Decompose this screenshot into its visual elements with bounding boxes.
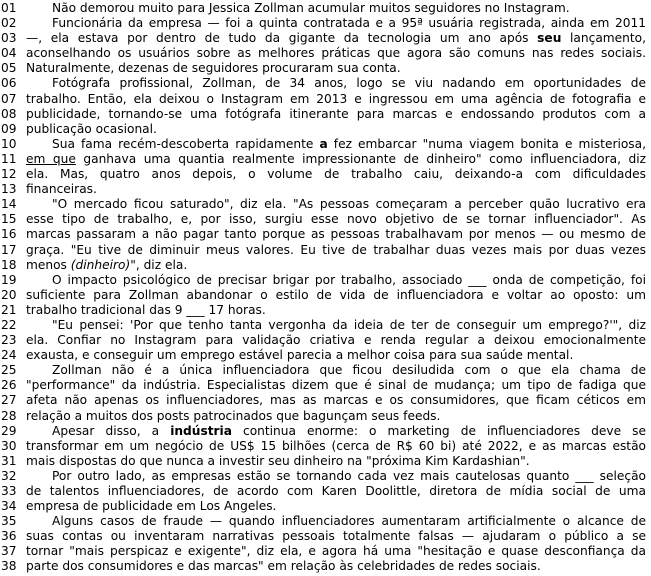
- text-line: [0, 318, 651, 333]
- line-number: 12: [1, 167, 17, 182]
- text-line: [0, 288, 651, 303]
- line-text: [26, 61, 646, 76]
- line-number: 26: [1, 378, 17, 393]
- text-segment: indústria: [170, 423, 232, 438]
- line-text: [26, 439, 646, 454]
- text-line: [0, 348, 651, 363]
- line-text: [26, 318, 646, 333]
- text-line: [0, 424, 651, 439]
- line-text: [26, 76, 646, 91]
- line-number: 38: [1, 559, 17, 574]
- text-line: [0, 31, 651, 46]
- line-text: [26, 333, 646, 348]
- line-number: 25: [1, 363, 17, 378]
- text-segment: relação a muitos dos posts patrocinados que bagunçam seus feeds.: [26, 408, 441, 423]
- text-segment: Fotógrafa profissional, Zollman, de 34 anos, logo se viu nadando em oportunidades de: [52, 76, 646, 91]
- text-segment: exausta, e conseguir um emprego estável parecia a melhor coisa para sua saúde mental.: [26, 348, 574, 363]
- text-line: [0, 469, 651, 484]
- line-text: [26, 378, 646, 393]
- line-text: [26, 469, 646, 484]
- text-line: [0, 363, 651, 378]
- text-segment: (dinheiro): [70, 257, 131, 272]
- text-segment: financeiras.: [26, 182, 97, 197]
- text-segment: tornar "mais perspicaz e exigente", diz ela, e agora há uma "hesitação e quase desconfiança da: [26, 544, 646, 559]
- line-number: 01: [1, 1, 17, 15]
- line-number: 32: [1, 468, 17, 483]
- line-number: 07: [1, 91, 17, 106]
- line-number: 17: [1, 242, 17, 257]
- line-number: 16: [1, 227, 17, 242]
- line-number: 11: [1, 151, 17, 166]
- text-segment: marcas passaram a não pagar tanto porque as pessoas trabalhavam por menos — ou mesmo de: [26, 227, 646, 242]
- text-segment: O impacto psicológico de precisar brigar por trabalho, associado ___ onda de competição, foi: [52, 272, 646, 287]
- text-segment: publicidade, tornando-se uma fotógrafa itinerante para marcas e endossando produtos com a: [26, 106, 646, 121]
- text-line: [0, 92, 651, 107]
- line-text: [26, 152, 646, 167]
- text-segment: "Eu pensei: 'Por que tenho tanta vergonha da ideia de ter de conseguir um emprego?'", diz: [52, 317, 646, 332]
- text-segment: seu: [537, 31, 562, 46]
- text-segment: suas contas ou inventaram narrativas pessoais totalmente falsas — ajudaram o público a se: [26, 529, 646, 544]
- line-number: 33: [1, 484, 17, 498]
- text-line: [0, 454, 651, 469]
- line-number: 02: [1, 16, 17, 31]
- text-line: [0, 122, 651, 137]
- text-line: [0, 167, 651, 182]
- line-number: 37: [1, 544, 17, 559]
- line-number: 03: [1, 31, 17, 46]
- text-line: [0, 303, 651, 318]
- text-line: [0, 212, 651, 227]
- line-number: 14: [1, 197, 17, 212]
- text-segment: de talentos influenciadores, de acordo com Karen Doolittle, diretora de mídia social de uma: [26, 484, 646, 498]
- line-text: [26, 529, 646, 544]
- text-line: [0, 152, 651, 167]
- line-number: 10: [1, 136, 17, 151]
- text-segment: transformar em um negócio de US$ 15 bilhões (cerca de R$ 60 bi) até 2022, e as marcas estão: [26, 438, 646, 453]
- text-line: [0, 544, 651, 559]
- line-text: [26, 137, 646, 152]
- line-number: 34: [1, 499, 17, 514]
- text-line: [0, 393, 651, 408]
- line-number: 24: [1, 348, 17, 363]
- text-segment: Não demorou muito para Jessica Zollman acumular muitos seguidores no Instagram.: [52, 1, 570, 15]
- line-number: 20: [1, 287, 17, 302]
- text-line: [0, 1, 651, 16]
- line-text: [26, 424, 646, 439]
- line-number: 21: [1, 302, 17, 317]
- line-number: 22: [1, 317, 17, 332]
- text-segment: "performance" da indústria. Especialistas dizem que é sinal de mudança; um tipo de fadiga que: [26, 378, 646, 393]
- line-text: [26, 46, 646, 61]
- text-line: [0, 243, 651, 258]
- text-segment: parte dos consumidores e das marcas" em relação às celebridades de redes sociais.: [26, 559, 541, 574]
- line-text: [26, 182, 646, 197]
- text-line: [0, 409, 651, 424]
- text-segment: publicação ocasional.: [26, 121, 157, 136]
- text-line: [0, 137, 651, 152]
- line-number: 09: [1, 121, 17, 136]
- text-line: [0, 484, 651, 499]
- text-line: [0, 16, 651, 31]
- text-line: [0, 378, 651, 393]
- line-text: [26, 303, 646, 318]
- line-text: [26, 544, 646, 559]
- line-text: [26, 243, 646, 258]
- line-text: [26, 559, 646, 574]
- text-segment: empresa de publicidade em Los Angeles.: [26, 499, 277, 514]
- text-segment: esse tipo de trabalho, e, por isso, surgiu esse novo objetivo de se tornar influenciador". As: [26, 212, 646, 227]
- text-line: [0, 333, 651, 348]
- line-number: 08: [1, 106, 17, 121]
- line-text: [26, 514, 646, 529]
- text-segment: fez embarcar "numa viagem bonita e misteriosa,: [327, 136, 646, 151]
- line-number: 04: [1, 46, 17, 61]
- text-line: [0, 76, 651, 91]
- line-number: 13: [1, 182, 17, 197]
- line-text: [26, 167, 646, 182]
- text-segment: "O mercado ficou saturado", diz ela. "As pessoas começaram a perceber quão lucrativo era: [52, 197, 646, 212]
- text-segment: ganhava uma quantia realmente impressionante de dinheiro" como influenciadora, diz: [75, 151, 646, 166]
- text-line: [0, 439, 651, 454]
- line-text: [26, 273, 646, 288]
- line-number: 29: [1, 423, 17, 438]
- line-text: [26, 122, 646, 137]
- line-text: [26, 393, 646, 408]
- text-segment: a: [319, 136, 328, 151]
- text-segment: Sua fama recém-descoberta rapidamente: [52, 136, 320, 151]
- text-line: [0, 182, 651, 197]
- text-segment: —, ela estava por dentro de tudo da gigante da tecnologia um ano após: [26, 31, 538, 46]
- text-line: [0, 258, 651, 273]
- text-segment: Apesar disso, a: [52, 423, 171, 438]
- text-segment: Naturalmente, dezenas de seguidores procuraram sua conta.: [26, 61, 401, 76]
- text-segment: afeta não apenas os influenciadores, mas as marcas e os consumidores, que ficam céticos em: [26, 393, 646, 408]
- line-number: 23: [1, 333, 17, 348]
- line-number: 31: [1, 453, 17, 468]
- text-line: [0, 559, 651, 574]
- line-text: [26, 363, 646, 378]
- line-text: [26, 288, 646, 303]
- line-number: 30: [1, 438, 17, 453]
- line-text: [26, 212, 646, 227]
- text-segment: lançamento,: [561, 31, 646, 46]
- line-text: [26, 258, 646, 273]
- line-text: [26, 454, 646, 469]
- line-text: [26, 197, 646, 212]
- line-text: [26, 107, 646, 122]
- line-number: 19: [1, 272, 17, 287]
- text-segment: suficiente para Zollman abandonar o estilo de vida de influenciadora e voltar ao oposto: um: [26, 287, 646, 302]
- line-number: 15: [1, 212, 17, 227]
- line-number: 18: [1, 257, 17, 272]
- text-segment: continua enorme: o marketing de influenciadores deve se: [231, 423, 646, 438]
- text-line: [0, 227, 651, 242]
- line-text: [26, 227, 646, 242]
- line-number: 36: [1, 529, 17, 544]
- text-segment: ela. Mas, quatro anos depois, o volume de trabalho caiu, deixando-a com dificuldades: [26, 167, 646, 182]
- text-segment: Por outro lado, as empresas estão se tornando cada vez mais cautelosas quanto ___ seleção: [52, 468, 646, 483]
- line-text: [26, 348, 646, 363]
- text-segment: graça. "Eu tive de diminuir meus valores. Eu tive de trabalhar duas vezes mais por duas vezes: [26, 242, 646, 257]
- text-line: [0, 61, 651, 76]
- line-text: [26, 499, 646, 514]
- text-line: [0, 197, 651, 212]
- text-line: [0, 107, 651, 122]
- text-line: [0, 273, 651, 288]
- line-text: [26, 92, 646, 107]
- line-number: 28: [1, 408, 17, 423]
- text-segment: trabalho. Então, ela deixou o Instagram em 2013 e ingressou em uma agência de fotografia e: [26, 91, 646, 106]
- line-text: [26, 16, 646, 31]
- line-number: 27: [1, 393, 17, 408]
- line-number: 05: [1, 61, 17, 76]
- line-text: [26, 31, 646, 46]
- text-segment: ela. Confiar no Instagram para validação criativa e renda regular a deixou emocionalmente: [26, 333, 646, 348]
- text-segment: menos: [26, 257, 71, 272]
- text-segment: Zollman não é a única influenciadora que ficou desiludida com o que ela chama de: [52, 363, 646, 378]
- text-segment: aconselhando os usuários sobre as melhores práticas que agora são comuns nas redes sociais.: [26, 46, 646, 61]
- text-segment: ", diz ela.: [130, 257, 188, 272]
- text-line: [0, 499, 651, 514]
- text-segment: Funcionária da empresa — foi a quinta contratada e a 95ª usuária registrada, ainda em 2011: [52, 16, 646, 31]
- line-text: [26, 1, 646, 16]
- text-segment: em que: [26, 151, 76, 166]
- text-segment: mais dispostas do que nunca a investir seu dinheiro na "próxima Kim Kardashian".: [26, 453, 530, 468]
- text-line: [0, 46, 651, 61]
- text-segment: trabalho tradicional das 9 ___ 17 horas.: [26, 302, 266, 317]
- line-text: [26, 409, 646, 424]
- text-segment: Alguns casos de fraude — quando influenciadores aumentaram artificialmente o alcance de: [52, 514, 646, 529]
- text-line: [0, 514, 651, 529]
- line-number: 35: [1, 514, 17, 529]
- line-text: [26, 484, 646, 499]
- text-line: [0, 529, 651, 544]
- line-number: 06: [1, 76, 17, 91]
